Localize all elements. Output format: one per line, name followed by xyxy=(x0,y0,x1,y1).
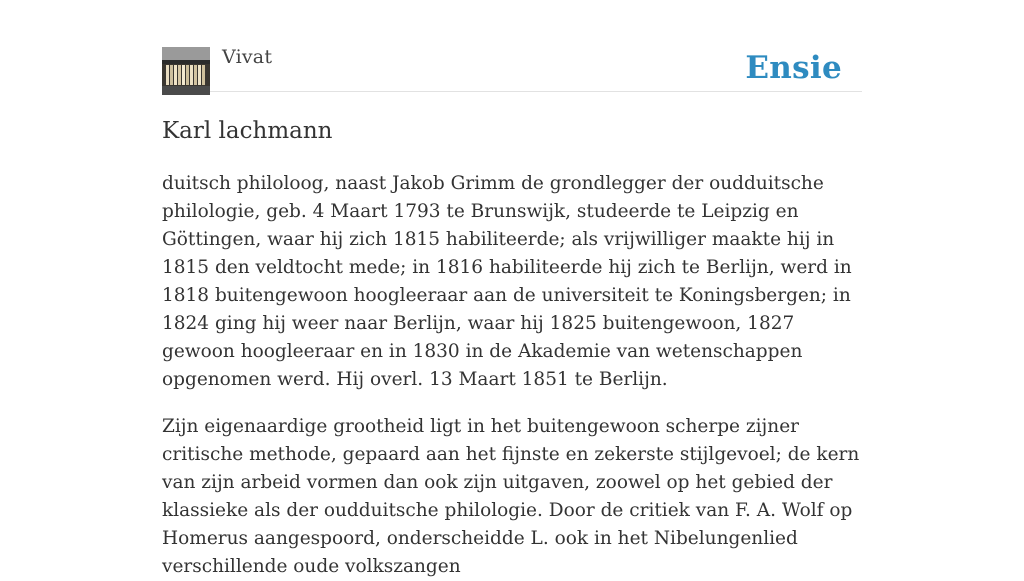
article-paragraph-1: duitsch philoloog, naast Jakob Grimm de grondlegger der oudduitsche philologie, geb. 4 Maart 1793 te Brunswijk, studeerde te Leipzig en Göttingen, waar hij zich 1815 habiliteerde; als vrijwilliger maakte hij in 1815 den veldtocht mede; in 1816 habiliteerde hij zich te Berlijn, werd in 1818 buitengewoon hoogleeraar aan de universiteit te Koningsbergen; in 1824 ging hij weer naar Berlijn, waar hij 1825 buitengewoon, 1827 gewoon hoogleeraar en in 1830 in de Akademie van wetenschappen opgenomen werd. Hij overl. 13 Maart 1851 te Berlijn. xyxy=(162,173,852,390)
bookshelf-avatar-icon xyxy=(162,47,210,95)
author-avatar[interactable] xyxy=(162,47,210,95)
brand-logo[interactable]: Ensie xyxy=(745,50,842,86)
article-page xyxy=(162,0,862,577)
header xyxy=(162,0,862,92)
article-paragraph-2: Zijn eigenaardige grootheid ligt in het buitengewoon scherpe zijner critische methode, gepaard aan het fijnste en zekerste stijlgevoel; de kern van zijn arbeid vormen dan ook zijn uitgaven, zoowel op het gebied der klassieke als der oudduitsche philologie. Door de critiek van F. A. Wolf op Homerus aangespoord, onderscheidde L. ook in het Nibelungenlied verschillende oude volkszangen xyxy=(162,416,860,577)
article-title: Karl lachmann xyxy=(162,118,333,144)
author-name[interactable]: Vivat xyxy=(222,46,273,68)
